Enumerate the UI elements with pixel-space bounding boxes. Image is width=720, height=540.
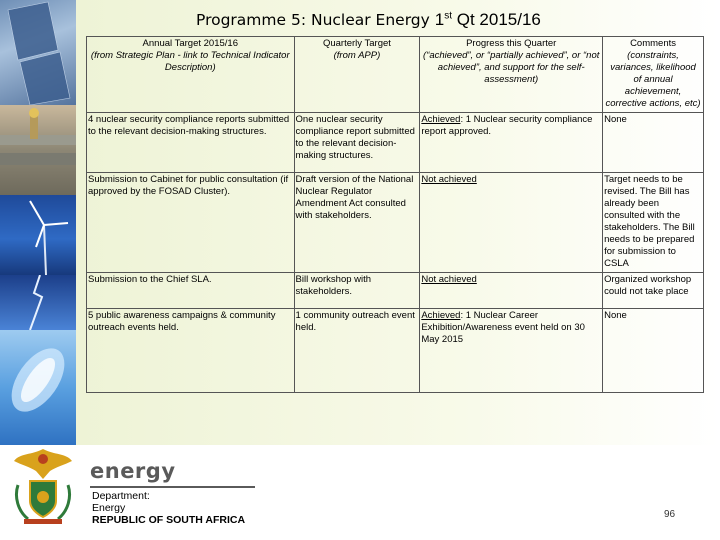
brand-divider — [90, 486, 255, 488]
brand-wordmark: energy — [90, 459, 176, 483]
cell-quarterly-target: 1 community outreach event held. — [294, 309, 420, 393]
page-number: 96 — [664, 509, 676, 520]
header-progress — [420, 37, 603, 113]
progress-detail: : 1 Nuclear security compliance report approved. — [421, 114, 593, 137]
department-block — [92, 490, 245, 526]
department-name: Energy — [92, 502, 126, 514]
footer — [0, 445, 720, 540]
cell-annual-target: 5 public awareness campaigns & community outreach events held. — [87, 309, 295, 393]
progress-status: Achieved — [421, 114, 461, 125]
header-progress-main: Progress this Quarter — [466, 38, 557, 49]
solar-panel-image — [0, 0, 76, 105]
cell-annual-target: Submission to Cabinet for public consultation (if approved by the FOSAD Cluster). — [87, 173, 295, 273]
table-header-row — [87, 37, 704, 113]
header-quarterly-target — [294, 37, 420, 113]
cell-quarterly-target: Draft version of the National Nuclear Regulator Amendment Act consulted with stakeholders. — [294, 173, 420, 273]
header-annual-main: Annual Target 2015/16 — [142, 38, 238, 49]
progress-detail: : 1 Nuclear Career Exhibition/Awareness event held on 30 May 2015 — [421, 310, 585, 345]
progress-table — [86, 36, 704, 393]
title-quarter-year: Qt 2015/16 — [456, 10, 541, 29]
cell-progress — [420, 113, 603, 173]
slide-title — [196, 10, 541, 30]
country-name: REPUBLIC OF SOUTH AFRICA — [92, 514, 246, 526]
table-row — [87, 113, 704, 173]
cell-annual-target: 4 nuclear security compliance reports submitted to the relevant decision-making structures. — [87, 113, 295, 173]
table-row — [87, 273, 704, 309]
wind-turbine-image — [0, 195, 76, 275]
lightning-image — [0, 275, 76, 330]
pipeline-image — [0, 105, 76, 195]
header-quarterly-sub: (from APP) — [333, 50, 381, 61]
progress-status: Not achieved — [421, 174, 477, 185]
energy-bulb-image — [0, 330, 76, 445]
cell-comments: Organized workshop could not take place — [603, 273, 704, 309]
department-label: Department: — [92, 490, 150, 502]
cell-progress — [420, 173, 603, 273]
cell-comments: Target needs to be revised. The Bill has already been consulted with the stakeholders. The Bill needs to be prepared for submission to CSLA — [603, 173, 704, 273]
header-progress-sub: (“achieved”, or “partially achieved”, or “not achieved”, and support for the self-assessment) — [423, 50, 600, 85]
cell-comments: None — [603, 113, 704, 173]
title-quarter-suffix: st — [444, 10, 453, 22]
header-comments-main: Comments — [630, 38, 676, 49]
header-quarterly-main: Quarterly Target — [322, 38, 391, 49]
cell-annual-target: Submission to the Chief SLA. — [87, 273, 295, 309]
title-quarter-number: 1 — [434, 10, 445, 29]
progress-status: Achieved — [421, 310, 461, 321]
cell-progress — [420, 273, 603, 309]
table-row — [87, 309, 704, 393]
table-row — [87, 173, 704, 273]
coat-of-arms-icon — [10, 445, 76, 525]
title-main: Programme 5: Nuclear Energy — [196, 11, 430, 29]
progress-status: Not achieved — [421, 274, 477, 285]
cell-progress — [420, 309, 603, 393]
cell-quarterly-target: One nuclear security compliance report submitted to the relevant decision-making structures. — [294, 113, 420, 173]
cell-quarterly-target: Bill workshop with stakeholders. — [294, 273, 420, 309]
title-quarter — [435, 10, 541, 29]
header-annual-sub: (from Strategic Plan - link to Technical Indicator Description) — [90, 50, 290, 73]
decorative-image-strip — [0, 0, 76, 445]
header-comments — [603, 37, 704, 113]
header-annual-target — [87, 37, 295, 113]
header-comments-sub: (constraints, variances, likelihood of annual achievement, corrective actions, etc) — [605, 50, 701, 109]
cell-comments: None — [603, 309, 704, 393]
